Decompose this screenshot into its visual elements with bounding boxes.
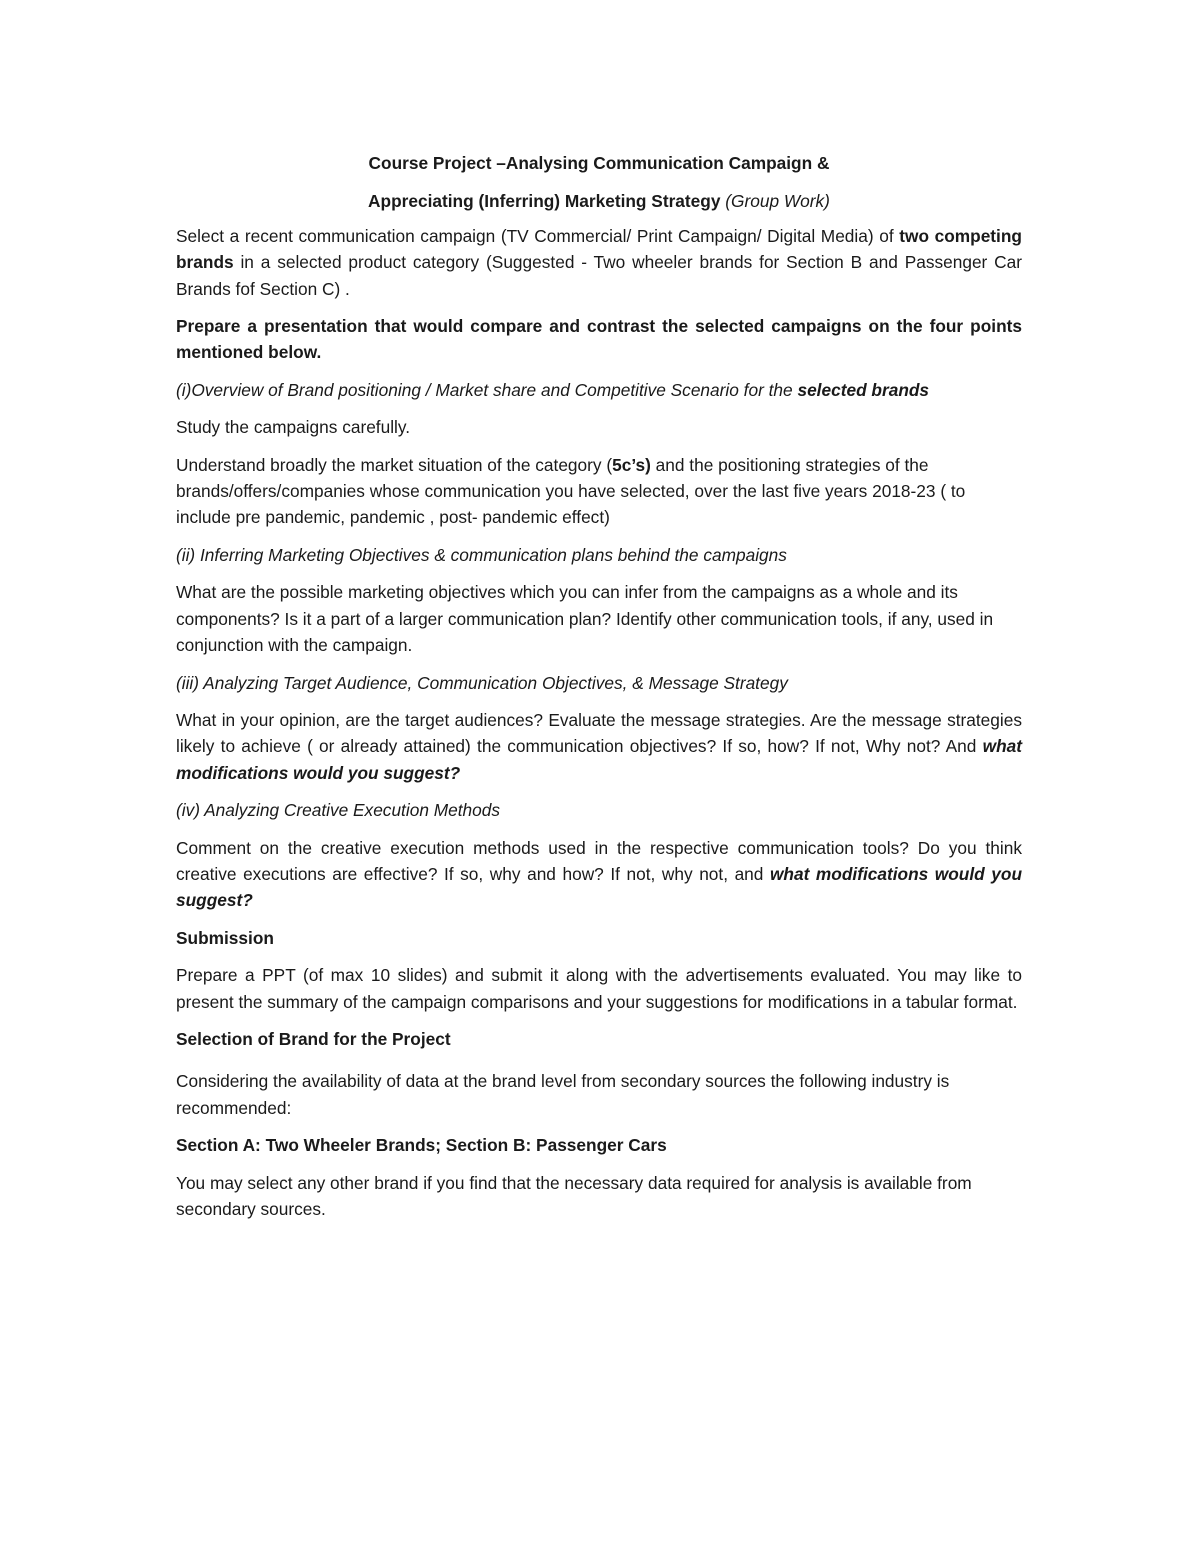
document-page <box>176 150 1022 1233</box>
section-4-bold: what modifications would you suggest? <box>176 863 1023 911</box>
intro-bold: two competing brands <box>176 225 1022 273</box>
section-1-heading-bold: selected brands <box>797 379 930 400</box>
selection-heading: Selection of Brand for the Project <box>176 1028 451 1049</box>
understand-bold: 5c’s) <box>612 454 651 475</box>
title-group-work: (Group Work) <box>725 191 830 212</box>
selection-sections: Section A: Two Wheeler Brands; Section B: Passenger Cars <box>176 1135 667 1156</box>
study-paragraph: Study the campaigns carefully. <box>176 417 411 438</box>
title-line-1 <box>176 150 1022 176</box>
section-1-heading-text: (i)Overview of Brand positioning / Market share and Competitive Scenario for the <box>176 379 798 400</box>
section-1-heading <box>176 377 1022 403</box>
section-3-bold: what modifications would you suggest? <box>176 736 1022 783</box>
title-line-2 <box>176 188 1022 214</box>
understand-text-2: and the positioning strategies of the brands/offers/companies whose communication you have selected, over the last five years 2018-23 ( to include pre pandemic, pandemic , post- pandemic effect) <box>176 454 966 528</box>
understand-paragraph <box>176 452 1022 531</box>
section-3-heading: (iii) Analyzing Target Audience, Communication Objectives, & Message Strategy <box>176 672 788 693</box>
prepare-paragraph: Prepare a presentation that would compare and contrast the selected campaigns on the four points mentioned below. <box>176 316 1022 363</box>
section-3-body <box>176 707 1022 786</box>
intro-paragraph <box>176 223 1022 302</box>
section-4-text: Comment on the creative execution methods used in the respective communication tools? Do you think creative executions are effective? If so, why and how? If not, why not, and <box>176 837 1022 884</box>
intro-text-1: Select a recent communication campaign (TV Commercial/ Print Campaign/ Digital Media) of <box>176 225 900 246</box>
section-4-body <box>176 835 1022 914</box>
understand-text-1: Understand broadly the market situation of the category ( <box>176 454 613 475</box>
section-4-heading: (iv) Analyzing Creative Execution Methods <box>176 800 501 821</box>
section-2-heading: (ii) Inferring Marketing Objectives & communication plans behind the campaigns <box>176 544 787 565</box>
selection-body: Considering the availability of data at the brand level from secondary sources the following industry is recommended: <box>176 1071 950 1118</box>
intro-text-2: in a selected product category (Suggested - Two wheeler brands for Section B and Passenger Car Brands fof Section C) . <box>176 252 1022 299</box>
submission-body: Prepare a PPT (of max 10 slides) and submit it along with the advertisements evaluated. You may like to present the summary of the campaign comparisons and your suggestions for modifications in a tabular format. <box>176 965 1022 1012</box>
title-text-1: Course Project –Analysing Communication Campaign & <box>368 153 830 173</box>
section-3-text: What in your opinion, are the target audiences? Evaluate the message strategies. Are the message strategies likely to achieve ( or already attained) the communication objectives? If so, how? If not, Why not? And <box>176 709 1022 757</box>
title-text-2: Appreciating (Inferring) Marketing Strategy <box>368 191 721 212</box>
submission-heading: Submission <box>176 927 274 948</box>
selection-closing: You may select any other brand if you find that the necessary data required for analysis is available from secondary sources. <box>176 1172 972 1219</box>
section-2-body: What are the possible marketing objectives which you can infer from the campaigns as a whole and its components? Is it a part of a larger communication plan? Identify other communication tools, if any, used in conjunction with the campaign. <box>176 582 994 656</box>
